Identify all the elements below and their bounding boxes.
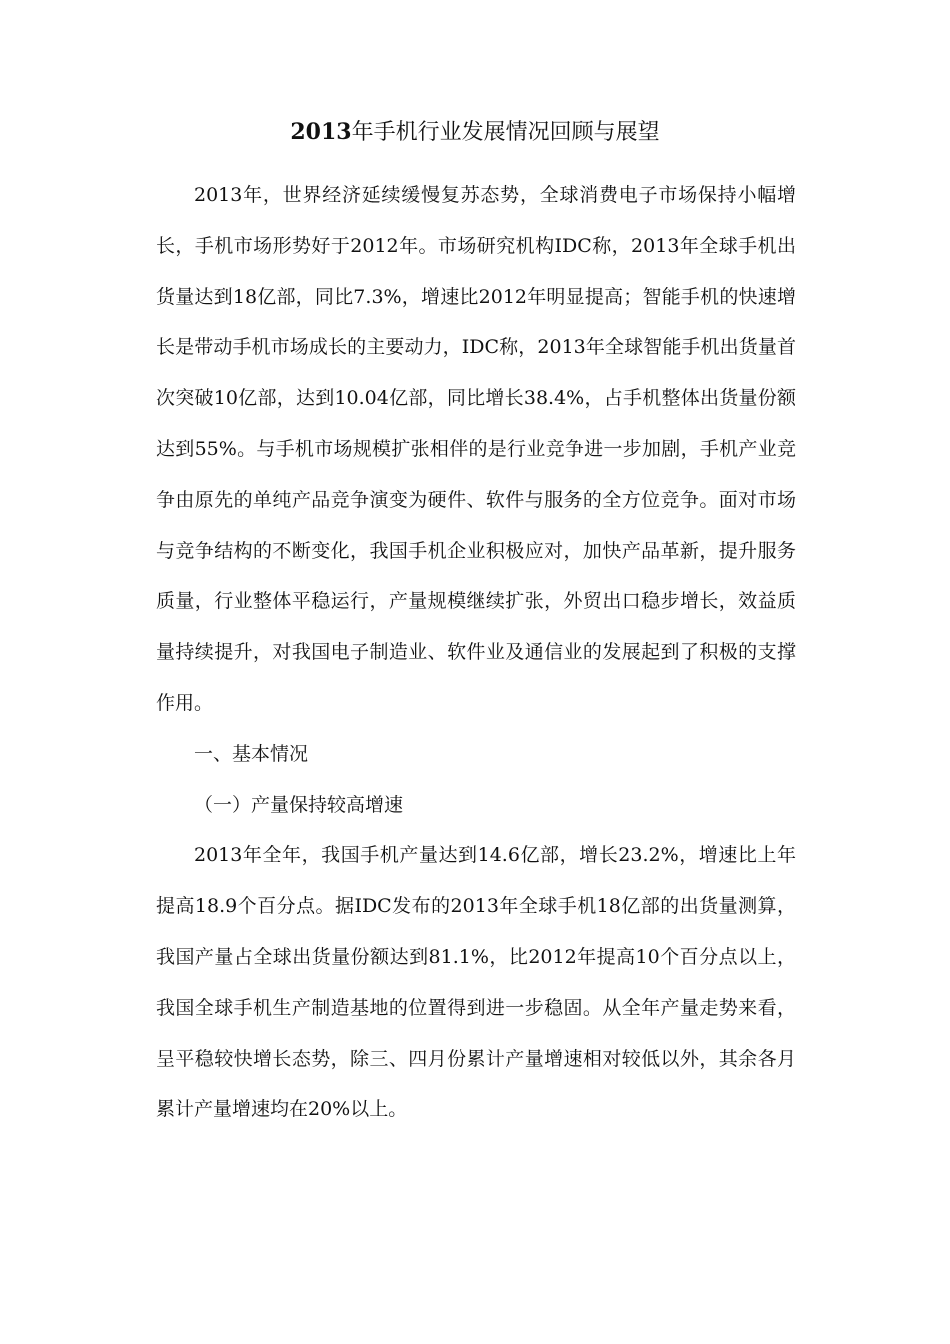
subsection-heading: （一）产量保持较高增速 xyxy=(194,793,404,816)
paragraph-production: 2013年全年，我国手机产量达到14.6亿部，增长23.2%，增速比上年提高18.9个百分点。据IDC发布的2013年全球手机18亿部的出货量测算，我国产量占全球出货量份额达到81.1%，比2012年提高10个百分点以上，我国全球手机生产制造基地的位置得到进一步稳固。从全年产量走势来看，呈平稳较快增长态势，除三、四月份累计产量增速相对较低以外，其余各月累计产量增速均在20%以上。 xyxy=(156,844,796,1121)
title-year: 2013 xyxy=(290,119,352,145)
section-heading: 一、基本情况 xyxy=(194,742,309,765)
paragraph-intro: 2013年，世界经济延续缓慢复苏态势，全球消费电子市场保持小幅增长，手机市场形势好于2012年。市场研究机构IDC称，2013年全球手机出货量达到18亿部，同比7.3%，增速比2012年明显提高；智能手机的快速增长是带动手机市场成长的主要动力，IDC称，2013年全球智能手机出货量首次突破10亿部，达到10.04亿部，同比增长38.4%，占手机整体出货量份额达到55%。与手机市场规模扩张相伴的是行业竞争进一步加剧，手机产业竞争由原先的单纯产品竞争演变为硬件、软件与服务的全方位竞争。面对市场与竞争结构的不断变化，我国手机企业积极应对，加快产品革新，提升服务质量，行业整体平稳运行，产量规模继续扩张，外贸出口稳步增长，效益质量持续提升，对我国电子制造业、软件业及通信业的发展起到了积极的支撑作用。 xyxy=(156,184,796,714)
document-body xyxy=(156,170,796,1135)
title-text: 年手机行业发展情况回顾与展望 xyxy=(351,120,660,145)
document-title xyxy=(0,112,950,153)
